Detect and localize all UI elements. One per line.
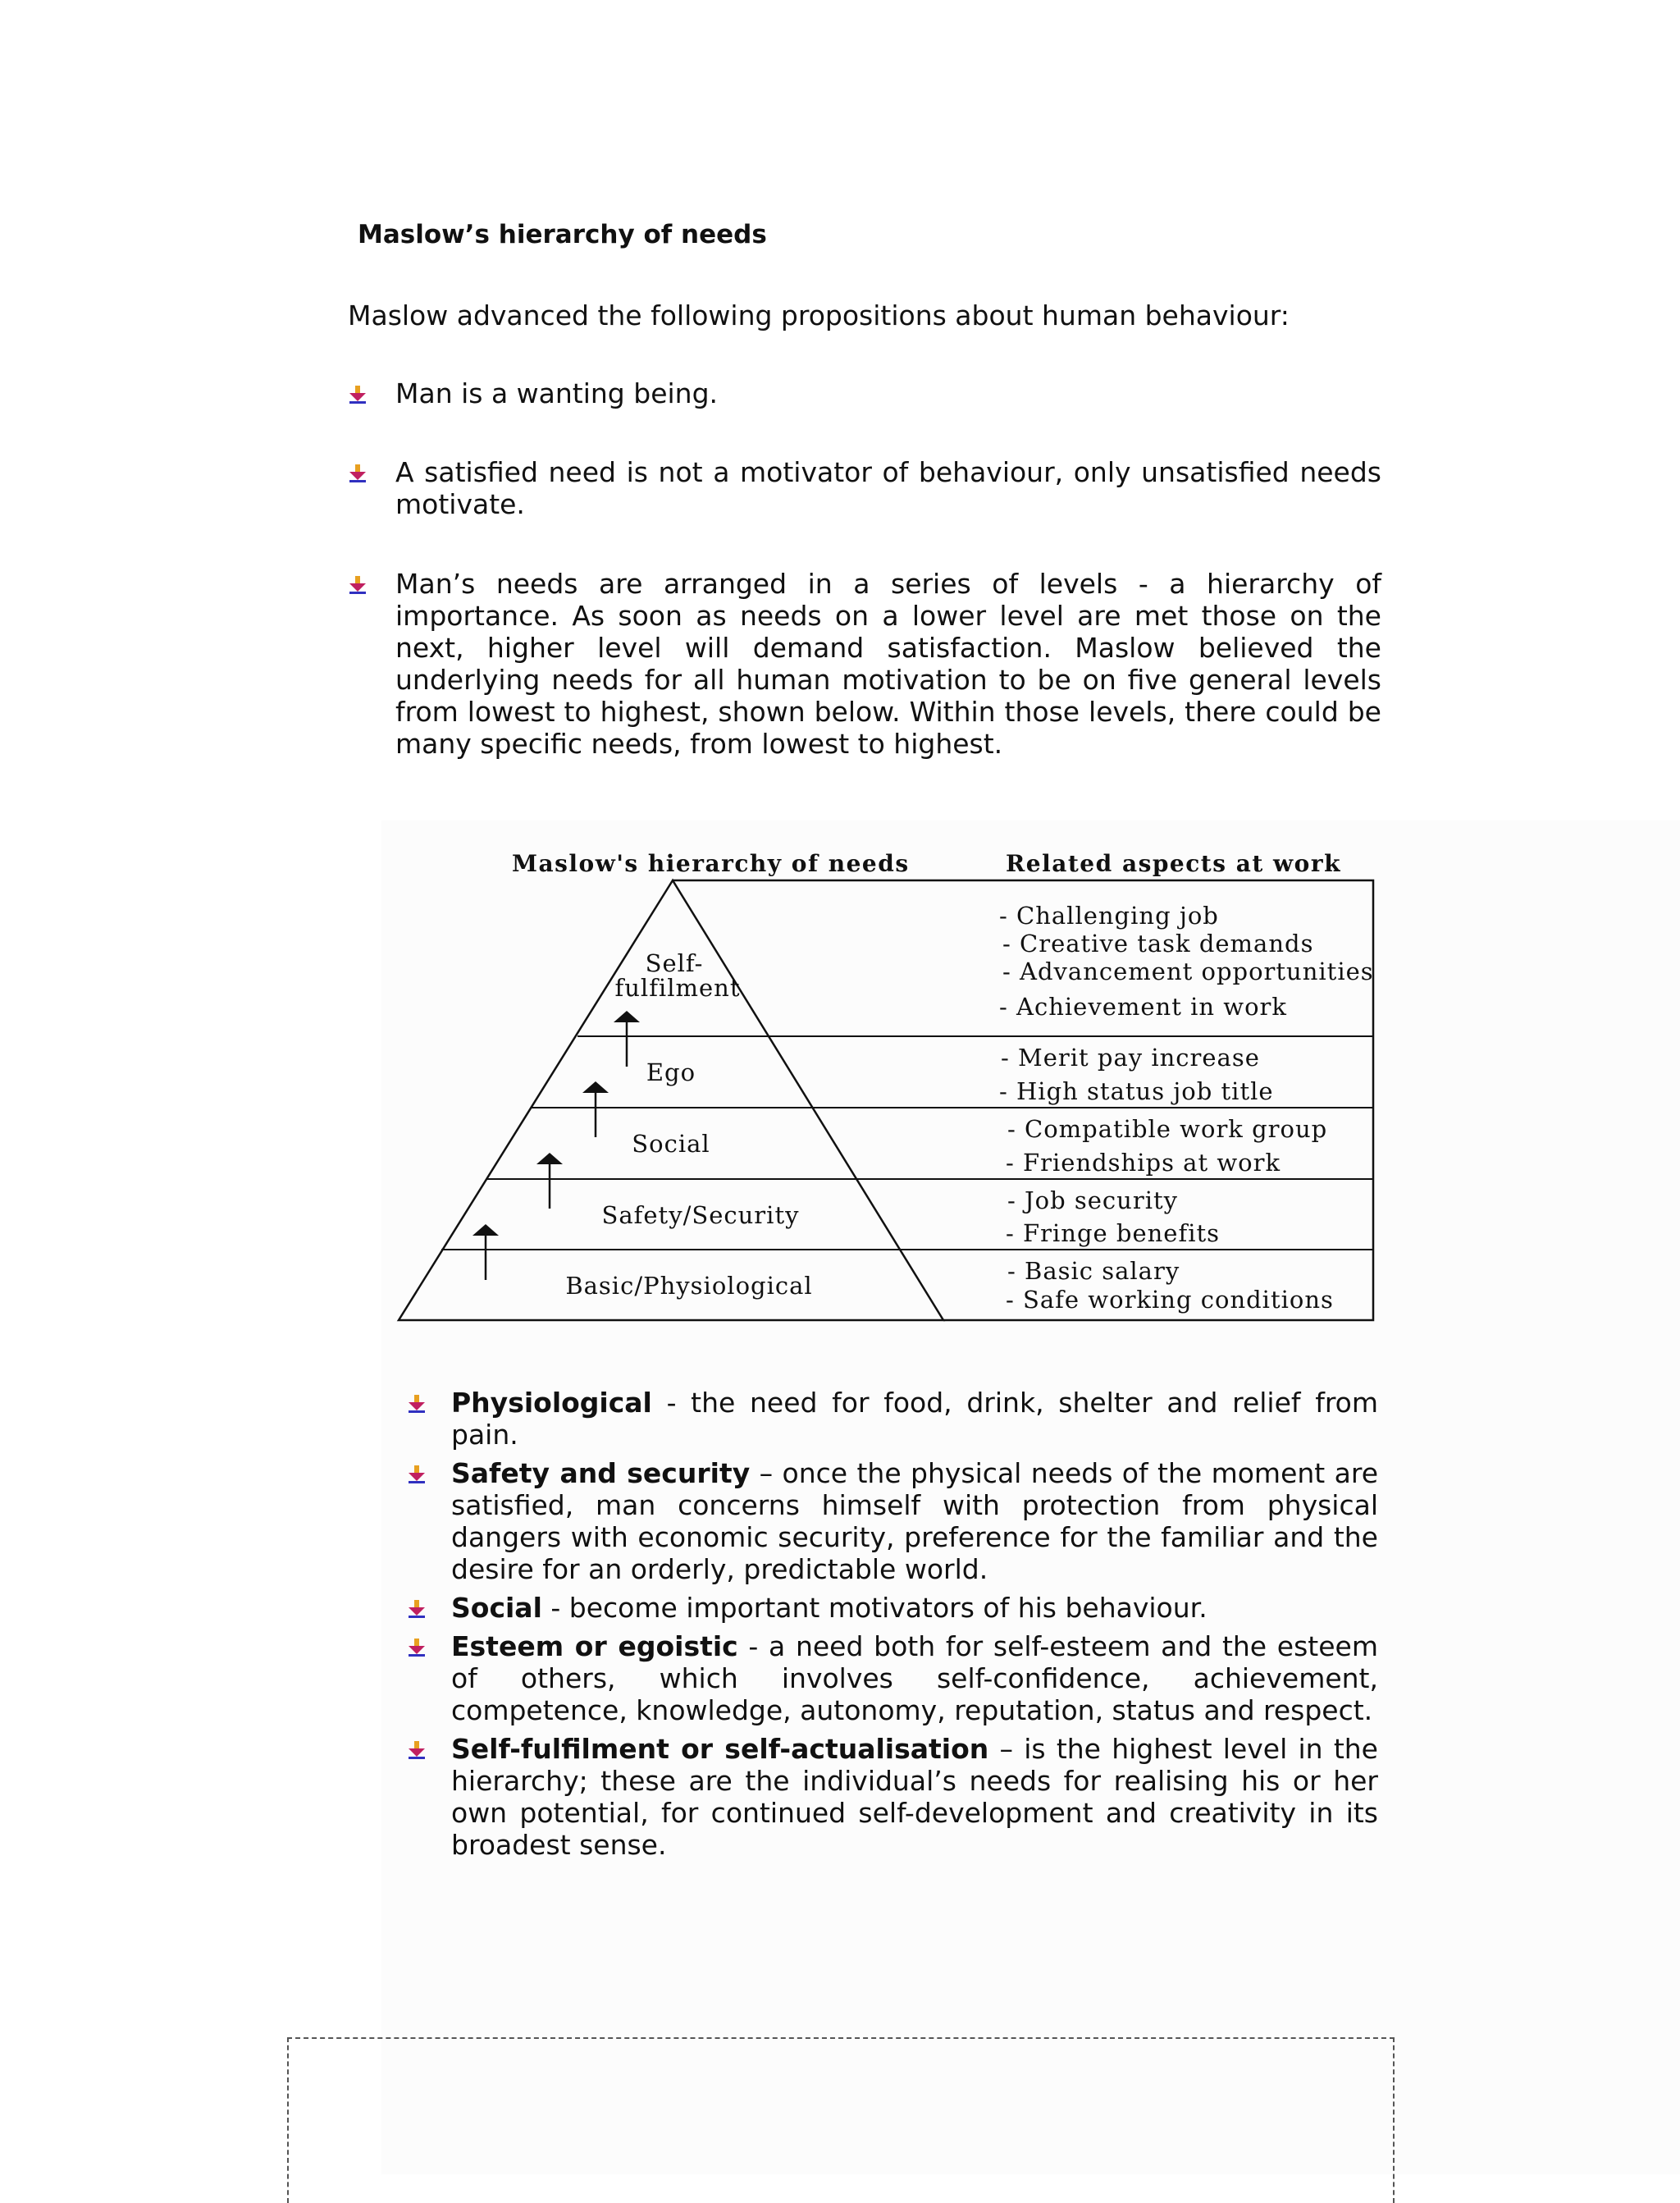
up-arrow-icon xyxy=(582,1081,609,1137)
level-text: - become important motivators of his behaviour. xyxy=(541,1592,1208,1624)
aspect-text: - Challenging job xyxy=(999,902,1219,930)
level-description-list xyxy=(407,1387,1378,1867)
aspect-text: - Creative task demands xyxy=(1002,930,1314,958)
proposition-text: A satisfied need is not a motivator of behaviour, only unsatisfied needs motivate. xyxy=(395,456,1381,520)
level-name: Self- xyxy=(645,949,704,977)
level-description-item xyxy=(407,1592,1378,1624)
aspect-text: - Compatible work group xyxy=(1007,1115,1328,1143)
aspect-text: - Fringe benefits xyxy=(1006,1219,1221,1247)
level-term: Safety and security xyxy=(451,1457,751,1489)
arrow-bullet-icon xyxy=(407,1740,427,1760)
arrow-bullet-icon xyxy=(407,1638,427,1657)
level-term: Social xyxy=(451,1592,542,1624)
proposition-text: Man is a wanting being. xyxy=(395,377,719,409)
level-description-item xyxy=(407,1387,1378,1451)
proposition-text: Man’s needs are arranged in a series of levels - a hierarchy of importance. As soon as needs on a lower level are met those on the next, higher level will demand satisfaction. Maslow believed the underlying needs for all human motivation to be on five general levels from lowest to highest, shown below. Within those levels, there could be many specific needs, from lowest to highest. xyxy=(395,568,1381,760)
diagram-right-heading: Related aspects at work xyxy=(1006,850,1341,877)
aspect-text: - Merit pay increase xyxy=(1001,1044,1260,1072)
aspect-text: - Job security xyxy=(1007,1186,1179,1214)
level-name: Ego xyxy=(646,1058,696,1086)
aspect-text: - Achievement in work xyxy=(999,993,1287,1021)
intro-paragraph: Maslow advanced the following propositions about human behaviour: xyxy=(348,299,1290,331)
page-title: Maslow’s hierarchy of needs xyxy=(358,220,767,249)
arrow-bullet-icon xyxy=(407,1394,427,1414)
arrow-bullet-icon xyxy=(407,1465,427,1484)
level-text: - the need for food, drink, shelter and relief from pain. xyxy=(451,1387,1378,1451)
level-term: Physiological xyxy=(451,1387,652,1419)
up-arrow-icon xyxy=(536,1153,563,1209)
up-arrow-icon xyxy=(472,1224,499,1280)
level-description-item xyxy=(407,1733,1378,1861)
aspect-text: - Safe working conditions xyxy=(1006,1286,1334,1314)
level-name: Safety/Security xyxy=(601,1201,800,1229)
level-name: Social xyxy=(632,1130,710,1158)
pyramid-outline xyxy=(399,880,943,1320)
aspect-text: - Basic salary xyxy=(1007,1257,1180,1285)
level-text: – once the physical needs of the moment are satisfied, man concerns himself with protection from physical dangers with economic security, preference for the familiar and the desire for an orderly, predictable world. xyxy=(451,1457,1378,1585)
level-text: – is the highest level in the hierarchy; these are the individual’s needs for realising his or her own potential, for continued self-development and creativity in its broadest sense. xyxy=(451,1733,1378,1861)
level-term: Self-fulfilment or self-actualisation xyxy=(451,1733,989,1765)
arrow-bullet-icon xyxy=(407,1599,427,1619)
aspect-text: - Advancement opportunities xyxy=(1002,958,1374,985)
level-description-item xyxy=(407,1630,1378,1726)
notes-box xyxy=(287,2037,1395,2203)
level-name: Basic/Physiological xyxy=(565,1272,813,1300)
diagram-left-heading: Maslow's hierarchy of needs xyxy=(512,850,910,877)
level-term: Esteem or egoistic xyxy=(451,1630,738,1662)
up-arrow-icon xyxy=(614,1011,640,1067)
level-text: - a need both for self-esteem and the esteem of others, which involves self-confidence, achievement, competence, knowledge, autonomy, reputation, status and respect. xyxy=(451,1630,1378,1726)
level-name: fulfilment xyxy=(614,974,741,1002)
aspect-text: - High status job title xyxy=(999,1077,1274,1105)
aspect-text: - Friendships at work xyxy=(1006,1149,1281,1177)
level-description-item xyxy=(407,1457,1378,1585)
